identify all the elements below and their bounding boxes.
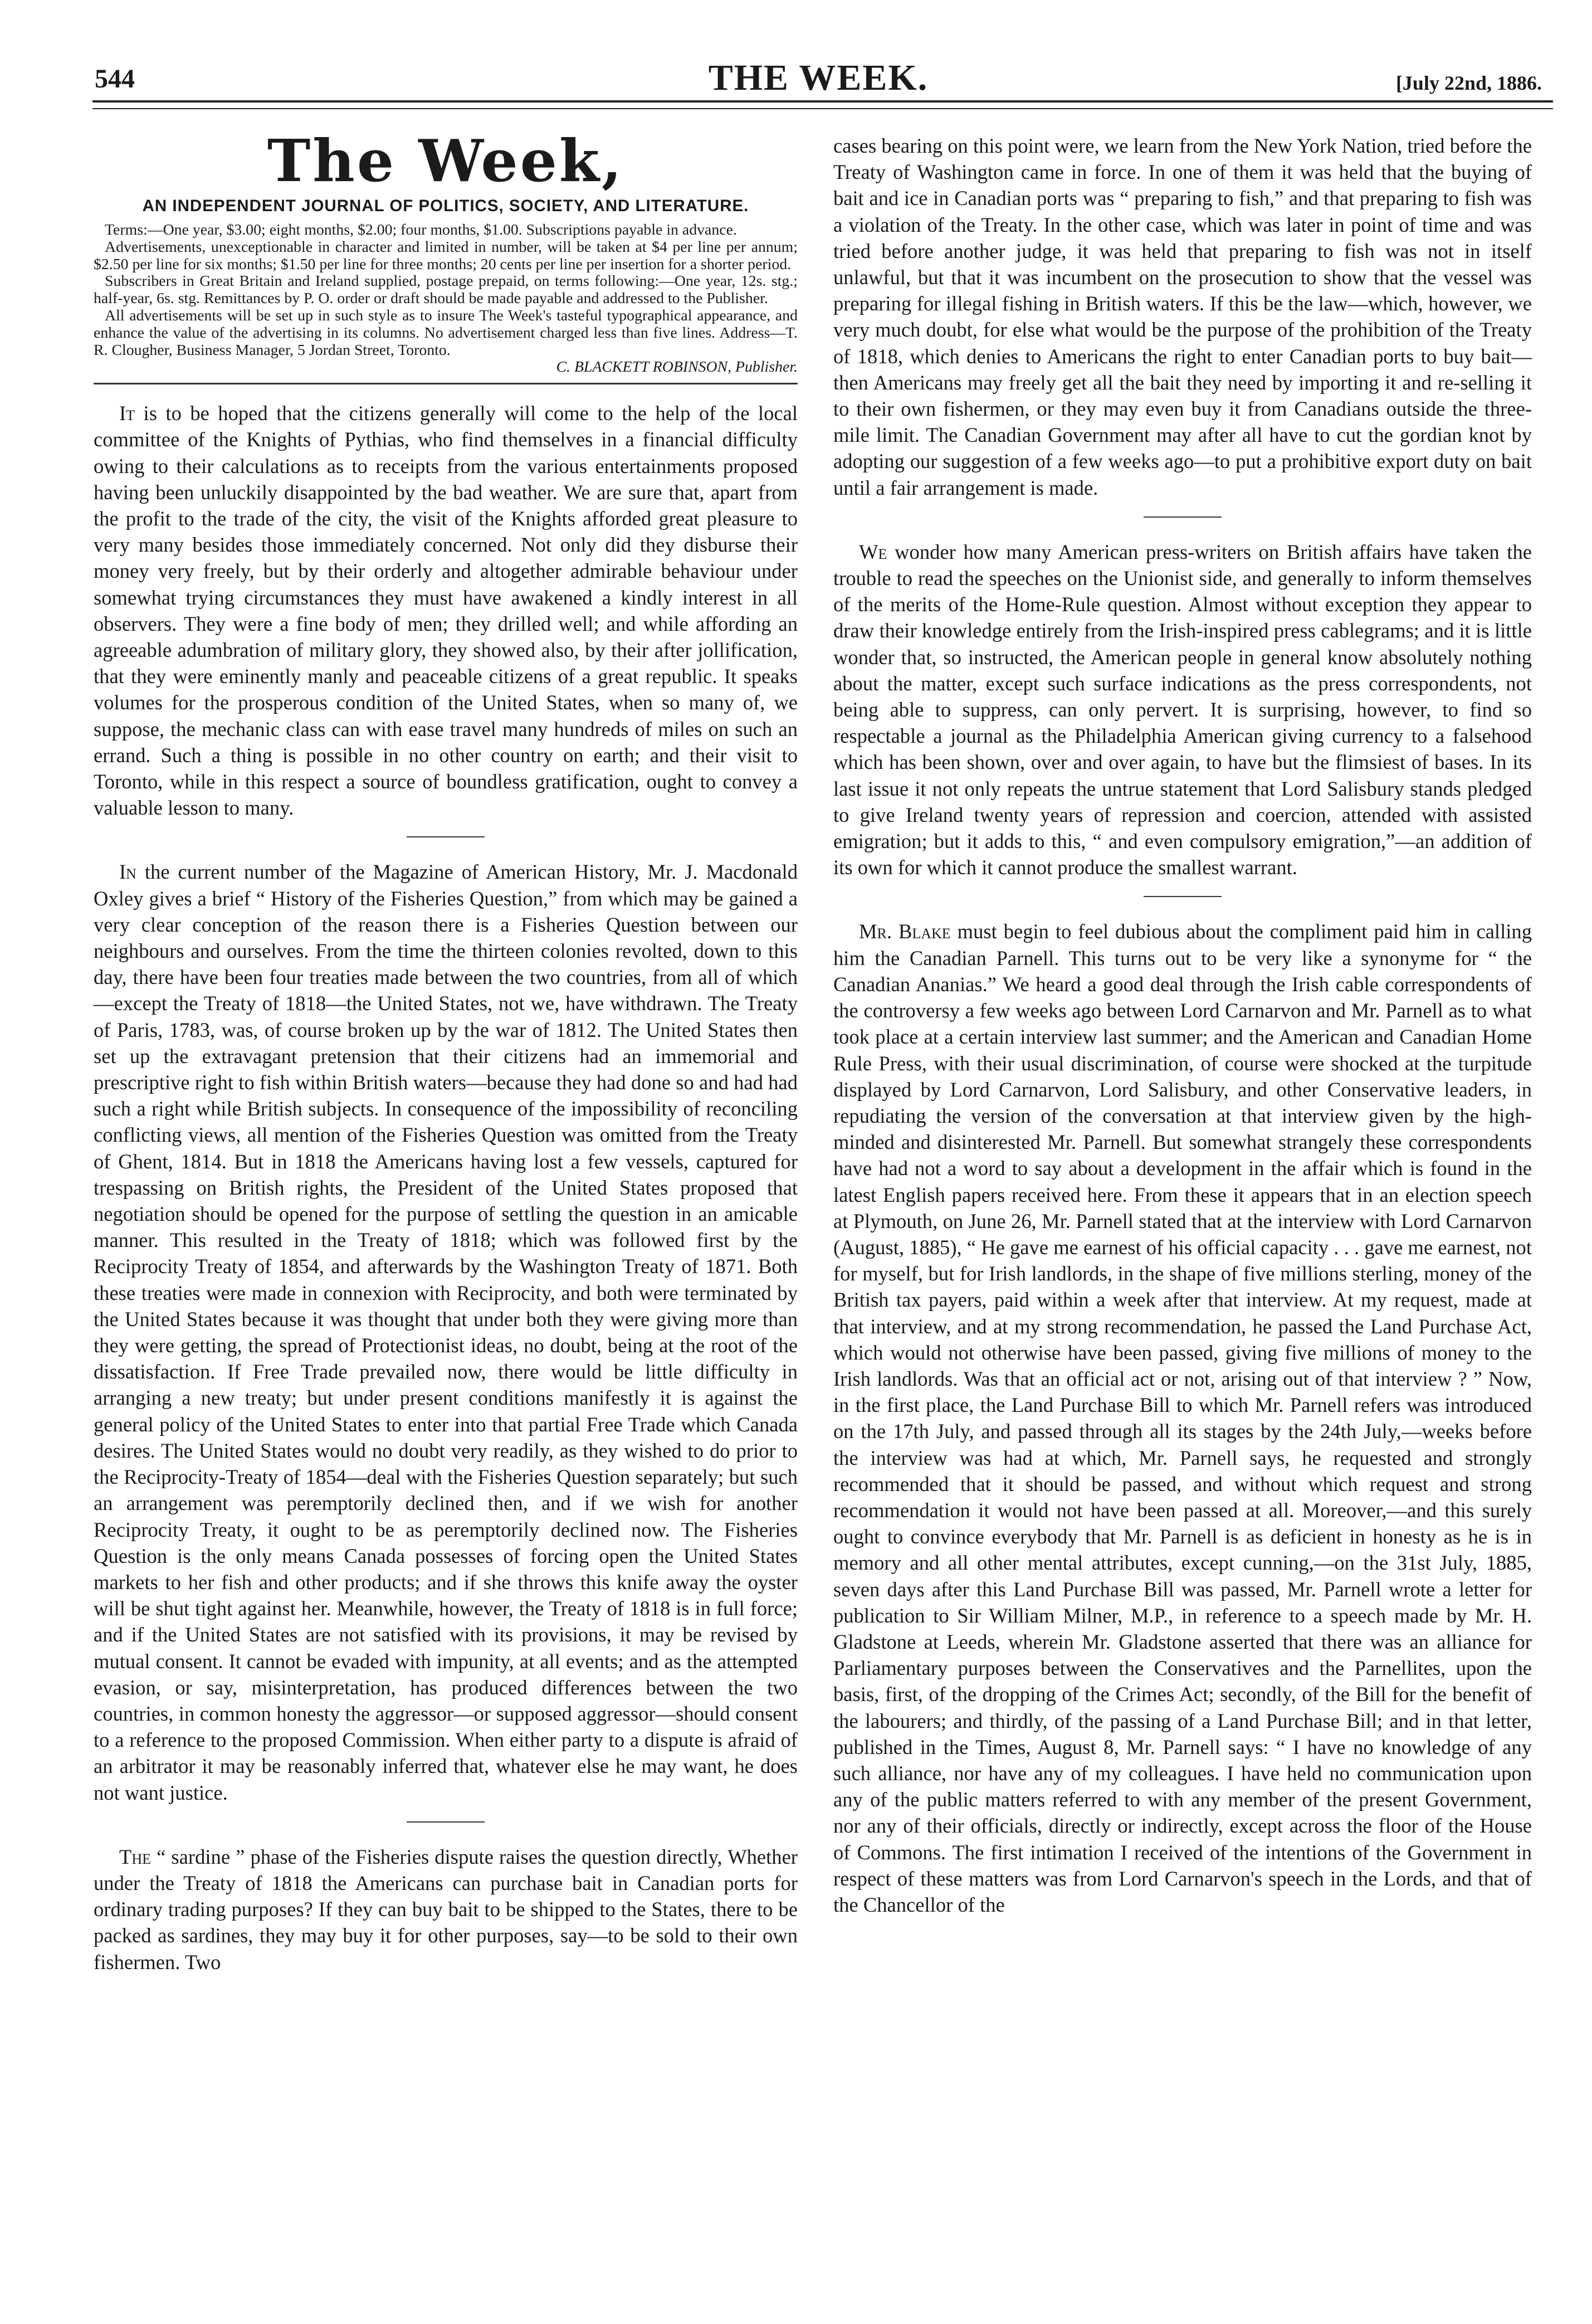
paragraph-text: the current number of the Magazine of American History, Mr. J. Macdonald Oxley gives a brief “ History of the Fisheries Question,” from which may be gained a very clear conception of the reason there is a Fisheries Question between our neighbours and ourselves. From the time the thirteen colonies revolted, down to this day, there have been four treaties made between the two countries, from all of which—except the Treaty of 1818—the United States, not we, have withdrawn. The Treaty of Paris, 1783, was, of course broken up by the war of 1812. The United States then set up the extravagant pretension that their citizens had an immemorial and prescriptive right to fish within British waters—because they had done so and had had such a right while British subjects. In consequence of the impossibility of reconciling conflicting views, all mention of the Fisheries Question was omitted from the Treaty of Ghent, 1814. But in 1818 the Americans having lost a few vessels, captured for trespassing on British rights, the President of the United States proposed that negotiation should be opened for the purpose of settling the question in an amicable manner. This resulted in the Treaty of 1818; which was followed first by the Reciprocity Treaty of 1854, and afterwards by the Washington Treaty of 1871. Both these treaties were made in connexion with Reciprocity, and both were terminated by the United States because it was thought that under both they were giving more than they were getting, the spread of Protectionist ideas, no doubt, being at the root of the dissatisfaction. If Free Trade prevailed now, there would be little difficulty in arranging a new treaty; but under present conditions manifestly it is against the general policy of the United States to enter into that partial Free Trade which Canada desires. The United States would no doubt very readily, as they wished to do prior to the Reciprocity-Treaty of 1854—deal with the Fisheries Question separately; but such an arrangement was peremptorily declined then, and if we wish for another Reciprocity Treaty, it ought to be as peremptorily declined now. The Fisheries Question is the only means Canada possesses of forcing open the United States markets to her fish and other products; and if she throws this knife away the oyster will be shut tight against her. Meanwhile, however, the Treaty of 1818 is in full force; and if the United States are not satisfied with its provisions, it may be revised by mutual consent. It cannot be evaded with impunity, at all events; and as the attempted evasion, or say, misinterpretation, has produced differences between the two countries, in common honesty the aggressor—or supposed aggressor—should consent to a reference to the proposed Commission. When either party to a dispute is afraid of an arbitrator it may be reasonably inferred that, whatever else he may want, he does not want justice. <box>94 860 798 1804</box>
section-divider <box>1144 896 1222 897</box>
article-paragraph <box>94 400 798 821</box>
right-column <box>833 133 1532 1918</box>
lead-word: In <box>119 860 136 884</box>
paragraph-text: must begin to feel dubious about the compliment paid him in calling him the Canadian Parnell. This turns out to be very like a synonyme for “ the Canadian Ananias.” We heard a good deal through the Irish cable correspondents of the controversy a few weeks ago between Lord Carnarvon and Mr. Parnell as to what took place at a certain interview last summer; and the American and Canadian Home Rule Press, with their usual discrimination, of course were shocked at the turpitude displayed by Lord Carnarvon, Lord Salisbury, and other Conservative leaders, in repudiating the version of the conversation at that interview given by the high-minded and disinterested Mr. Parnell. But somewhat strangely these correspondents have had not a word to say about a development in the affair which is found in the latest English papers received here. From these it appears that in an election speech at Plymouth, on June 26, Mr. Parnell stated that at the interview with Lord Carnarvon (August, 1885), “ He gave me earnest of his official capacity . . . gave me earnest, not for myself, but for Irish landlords, in the shape of five millions sterling, money of the British tax payers, paid within a week after that interview. At my request, made at that interview, and at my strong recommendation, he passed the Land Purchase Act, which would not otherwise have been passed, giving five millions of money to the Irish landlords. Was that an official act or not, arising out of that interview ? ” Now, in the first place, the Land Purchase Bill to which Mr. Parnell refers was introduced on the 17th July, and passed through all its stages by the 24th July,—weeks before the interview was had at which, Mr. Parnell says, he requested and strongly recommended that it should be passed, and without which request and strong recommendation it would not have been passed at all. Moreover,—and this surely ought to convince everybody that Mr. Parnell is as deficient in honesty as he is in memory and all other mental attributes, except cunning,—on the 31st July, 1885, seven days after this Land Purchase Bill was passed, Mr. Parnell wrote a letter for publication to Sir William Milner, M.P., in reference to a speech made by Mr. H. Gladstone at Leeds, wherein Mr. Gladstone asserted that there was an alliance for Parliamentary purposes between the Conservatives and the Parnellites, upon the basis, first, of the dropping of the Crimes Act; secondly, of the Bill for the benefit of the labourers; and thirdly, of the passing of a Land Purchase Bill; and in that letter, published in the Times, August 8, Mr. Parnell says: “ I have no knowledge of any such alliance, nor have any of my colleagues. I have held no communication upon any of the public matters referred to with any member of the present Government, nor any of their officials, directly or indirectly, except across the floor of the House of Commons. The first intimation I received of the intentions of the Government in respect of these matters was from Lord Carnarvon's speech in the Lords, and that of the Chancellor of the <box>833 920 1532 1916</box>
publisher-line: C. BLACKETT ROBINSON, Publisher. <box>556 358 798 376</box>
header-rule <box>92 100 1553 109</box>
paragraph-text: is to be hoped that the citizens generally will come to the help of the local committee of the Knights of Pythias, who find themselves in a financial difficulty owing to their calculations as to receipts from the various entertainments proposed having been unluckily disappointed by the bad weather. We are sure that, apart from the profit to the trade of the city, the visit of the Knights afforded great pleasure to very many besides those immediately concerned. Not only did they disburse their money very freely, but by their orderly and altogether admirable behaviour under somewhat trying circumstances they must have awakened a kindly interest in all observers. They were a fine body of men; they drilled well; and while affording an agreeable adumbration of military glory, they showed also, by their after jollification, that they were eminently manly and peaceable citizens of a great republic. It speaks volumes for the prosperous condition of the United States, when so many of, we suppose, the mechanic class can with ease travel many hundreds of miles on such an errand. Such a thing is possible in no other country on earth; and their visit to Toronto, while in this respect a source of boundless gratification, ought to convey a valuable lesson to many. <box>94 402 798 820</box>
terms-paragraph: Subscribers in Great Britain and Ireland supplied, postage prepaid, on terms following:—One year, 12s. stg.; half-year, 6s. stg. Remittances by P. O. order or draft should be made payable and addressed to the Publisher. <box>94 272 798 308</box>
running-head <box>95 53 1542 104</box>
masthead-title: The Week, <box>267 126 624 195</box>
terms-paragraph: Terms:—One year, $3.00; eight months, $2.00; four months, $1.00. Subscriptions payable in advance. <box>105 221 737 238</box>
lead-word: It <box>119 402 135 425</box>
subscription-terms <box>94 222 798 376</box>
running-title: THE WEEK. <box>708 57 929 98</box>
section-divider <box>1144 517 1222 518</box>
paragraph-text: wonder how many American press-writers on British affairs have taken the trouble to read the speeches on the Unionist side, and generally to inform themselves of the merits of the Home-Rule question. Almost without exception they appear to draw their knowledge entirely from the Irish-inspired press cablegrams; and it is little wonder that, so instructed, the American people in general know absolutely nothing about the matter, except such surface indications as the press correspondents, not being able to suppress, can only pervert. It is surprising, however, to find so respectable a journal as the Philadelphia American giving currency to a falsehood which has been shown, over and over again, to have but the flimsiest of bases. In its last issue it not only repeats the untrue statement that Lord Salisbury stands pledged to give Ireland twenty years of repression and coercion, attended with assisted emigration; but it adds to this, “ and even compulsory emigration,”—an addition of its own for which it cannot produce the smallest warrant. <box>833 540 1532 879</box>
paragraph-text: cases bearing on this point were, we learn from the New York Nation, tried before the Treaty of Washington came in force. In one of them it was held that the buying of bait and ice in Canadian ports was “ preparing to fish,” and that preparing to fish was a violation of the Treaty. In the other case, which was later in point of time and was tried before another judge, it was held that preparing to fish was not in itself unlawful, but that it was incumbent on the prosecution to show that the vessel was preparing for illegal fishing in British waters. If this be the law—which, however, we very much doubt, for else what would be the purpose of the prohibition of the Treaty of 1818, which denies to Americans the right to enter Canadian ports to buy bait—then Americans may freely get all the bait they need by importing it and re-selling it to their own fishermen, or they may even buy it from Canadians outside the three-mile limit. The Canadian Government may after all have to cut the gordian knot by adopting our suggestion of a few weeks ago—to put a prohibitive export duty on bait until a fair arrangement is made. <box>833 134 1532 499</box>
article-paragraph <box>833 539 1532 881</box>
lead-word: The <box>119 1845 152 1868</box>
masthead-rule <box>94 383 798 384</box>
masthead-subtitle: AN INDEPENDENT JOURNAL OF POLITICS, SOCIETY, AND LITERATURE. <box>142 197 749 215</box>
page-number: 544 <box>95 64 135 94</box>
terms-paragraph: All advertisements will be set up in such style as to insure The Week's tasteful typographical appearance, and enhance the value of the advertising in its columns. No advertisement charged less than five lines. Address—T. R. Clougher, Business Manager, 5 Jordan Street, Toronto. <box>94 306 798 359</box>
article-paragraph <box>94 859 798 1805</box>
issue-date: [July 22nd, 1886. <box>1395 72 1542 94</box>
masthead <box>94 126 798 217</box>
section-divider <box>407 1821 485 1823</box>
paragraph-text: “ sardine ” phase of the Fisheries dispute raises the question directly, Whether under the Treaty of 1818 the Americans can purchase bait in Canadian ports for ordinary trading purposes? If they can buy bait to be shipped to the States, there to be packed as sardines, they may buy it for other purposes, say—to be sold to their own fishermen. Two <box>94 1845 798 1974</box>
article-paragraph <box>94 1844 798 1975</box>
article-paragraph <box>833 918 1532 1918</box>
lead-word: We <box>859 540 887 563</box>
article-paragraph <box>833 133 1532 501</box>
left-column <box>94 126 798 1975</box>
terms-paragraph: Advertisements, unexceptionable in character and limited in number, will be taken at $4 per line per annum; $2.50 per line for six months; $1.50 per line for three months; 20 cents per line per insertion for a shorter period. <box>94 238 798 273</box>
lead-word: Mr. Blake <box>859 920 951 943</box>
section-divider <box>407 836 485 837</box>
